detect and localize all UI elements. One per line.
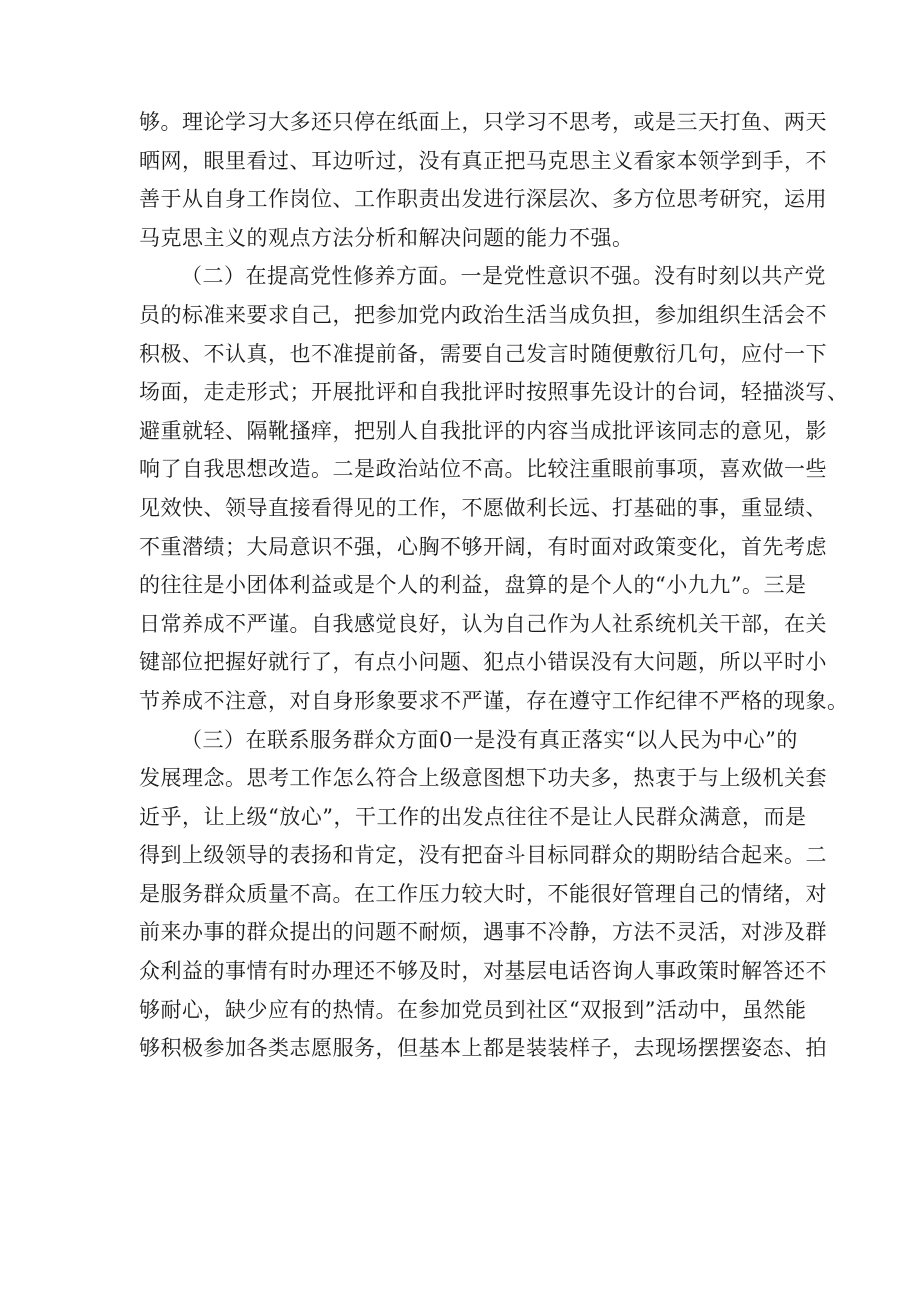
text-line: 见效快、领导直接看得见的工作，不愿做利长远、打基础的事，重显绩、 (139, 495, 827, 520)
text-line: （三）在联系服务群众方面0一是没有真正落实“以人民为中心”的 (181, 727, 798, 752)
text-line: 不重潜绩；大局意识不强，心胸不够开阔，有时面对政策变化，首先考虑 (139, 534, 827, 559)
text-line: 众利益的事情有时办理还不够及时，对基层电话咨询人事政策时解答还不 (139, 959, 827, 984)
text-line: 键部位把握好就行了，有点小问题、犯点小错误没有大问题，所以平时小 (139, 650, 827, 675)
text-line: 近乎，让上级“放心”，干工作的出发点往往不是让人民群众满意，而是 (139, 804, 807, 829)
text-line: 够。理论学习大多还只停在纸面上，只学习不思考，或是三天打鱼、两天 (139, 110, 827, 134)
paragraph-party-spirit (139, 257, 849, 720)
text-line: 日常养成不严谨。自我感觉良好，认为自己作为人社系统机关干部，在关 (139, 611, 827, 636)
text-line: 够耐心，缺少应有的热情。在参加党员到社区“双报到”活动中，虽然能 (139, 997, 807, 1022)
text-line: 前来办事的群众提出的问题不耐烦，遇事不冷静，方法不灵活，对涉及群 (139, 920, 827, 945)
paragraph-theory-study (139, 103, 827, 257)
document-body (139, 103, 849, 1068)
text-line: 避重就轻、隔靴搔痒，把别人自我批评的内容当成批评该同志的意见，影 (139, 418, 827, 443)
text-line: 得到上级领导的表扬和肯定，没有把奋斗目标同群众的期盼结合起来。二 (139, 843, 827, 868)
text-line: 够积极参加各类志愿服务，但基本上都是装装样子，去现场摆摆姿态、拍 (139, 1036, 827, 1061)
text-line: 是服务群众质量不高。在工作压力较大时，不能很好管理自己的情绪，对 (139, 881, 827, 906)
text-line: 响了自我思想改造。二是政治站位不高。比较注重眼前事项，喜欢做一些 (139, 457, 827, 482)
text-line: 发展理念。思考工作怎么符合上级意图想下功夫多，热衷于与上级机关套 (139, 766, 827, 791)
text-line: 积极、不认真，也不准提前备，需要自己发言时随便敷衍几句，应付一下 (139, 341, 827, 366)
text-line: 善于从自身工作岗位、工作职责出发进行深层次、多方位思考研究，运用 (139, 187, 827, 212)
text-line: 的往往是小团体利益或是个人的利益，盘算的是个人的“小九九”。三是 (139, 573, 807, 598)
text-line: 马克思主义的观点方法分析和解决问题的能力不强。 (139, 225, 634, 250)
text-line: （二）在提高党性修养方面。一是党性意识不强。没有时刻以共产党 (181, 264, 826, 289)
text-line: 员的标准来要求自己，把参加党内政治生活当成负担，参加组织生活会不 (139, 302, 827, 327)
text-line: 晒网，眼里看过、耳边听过，没有真正把马克思主义看家本领学到手，不 (139, 148, 827, 173)
text-line: 节养成不注意，对自身形象要求不严谨，存在遵守工作纪律不严格的现象。 (139, 688, 849, 713)
text-line: 场面，走走形式；开展批评和自我批评时按照事先设计的台词，轻描淡写、 (139, 380, 849, 405)
paragraph-serving-masses (139, 721, 827, 1068)
